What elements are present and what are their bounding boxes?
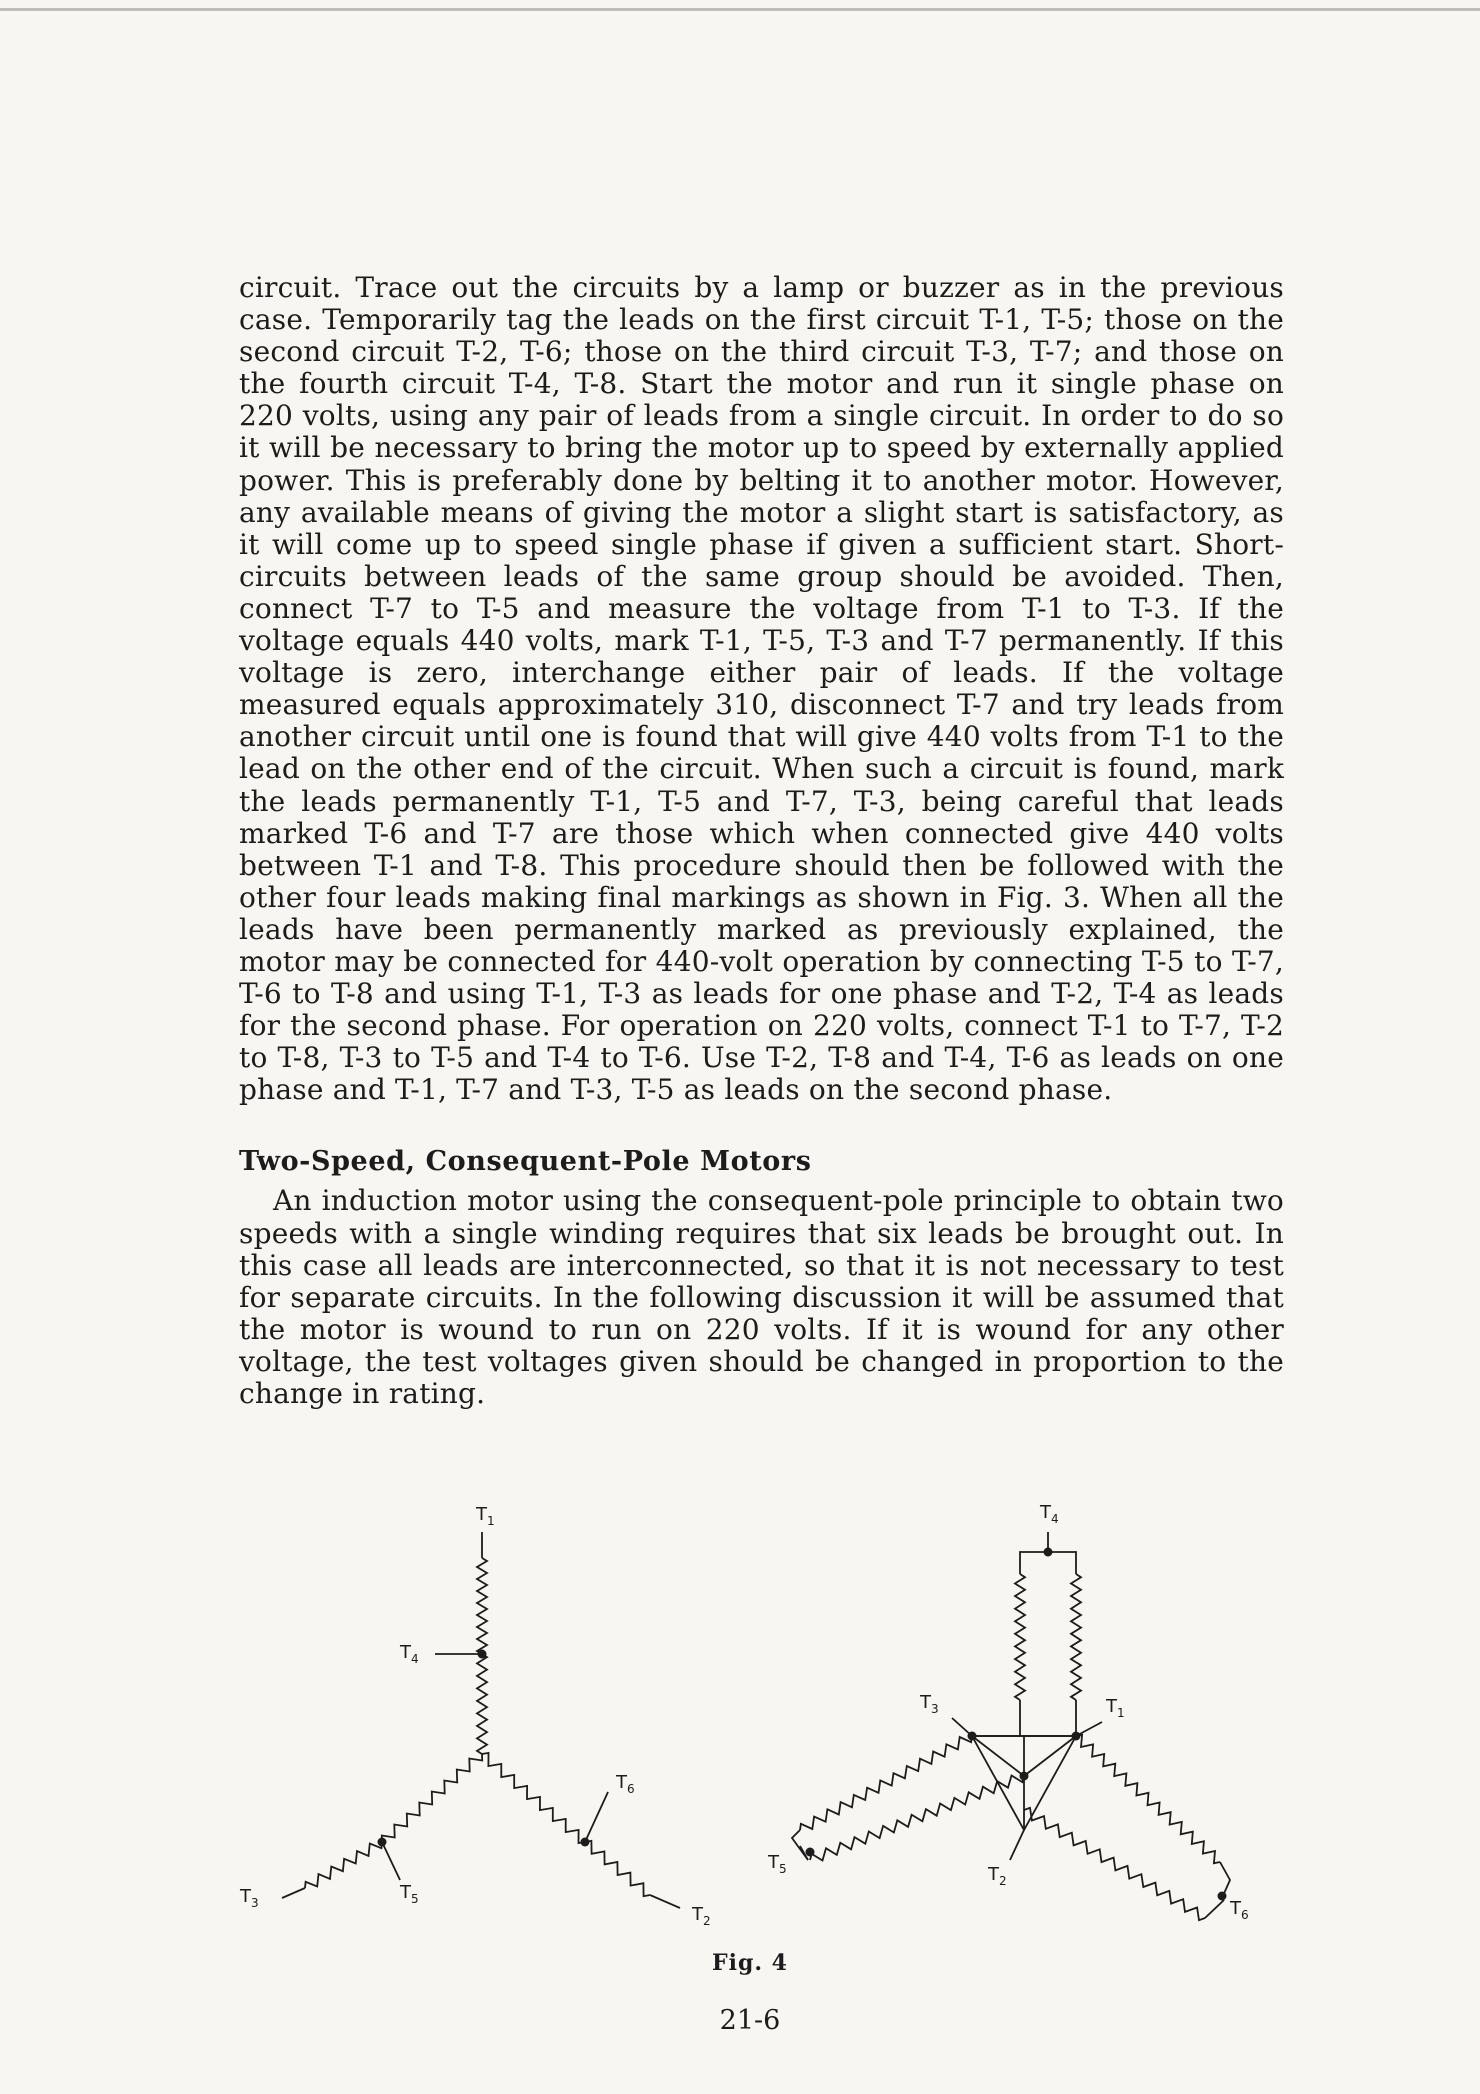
label-t1: $T_1$ [476,1504,495,1528]
lead-line-t3 [282,1888,305,1898]
right-lead-labels [767,1502,1249,1922]
junction-t1-right [1072,1732,1081,1741]
label-t2: $T_2$ [692,1904,711,1928]
lead-line-t5 [382,1842,400,1880]
label-t6-right: $T_6$ [1230,1898,1249,1922]
label-t2-right: $T_2$ [988,1864,1007,1888]
junction-t6-right [1218,1892,1227,1901]
label-t5: $T_5$ [400,1882,419,1906]
coil-left-lower [810,1776,1024,1861]
coil-right-2 [585,1841,650,1896]
label-t4: $T_4$ [400,1642,419,1666]
wiring-diagrams [220,1490,1300,1930]
body-text [239,272,1284,1410]
lead-line-t6-right [1205,1900,1224,1918]
paragraph-1: circuit. Trace out the circuits by a lamp or buzzer as in the previous case. Temporarily tag the leads on the first circuit T-1, T-5; those on the second circuit T-2, T-6; those on the third circuit T-3, T-7; and those on the fourth circuit T-4, T-8. Start the motor and run it single phase on 220 volts, using any pair of leads from a single circuit. In order to do so it will be necessary to bring the motor up to speed by externally applied power. This is preferably done by belting it to another motor. However, any available means of giving the motor a slight start is satisfactory, as it will come up to speed single phase if given a sufficient start. Short-circuits between leads of the same group should be avoided. Then, connect T-7 to T-5 and measure the voltage from T-1 to T-3. If the voltage equals 440 volts, mark T-1, T-5, T-3 and T-7 permanently. If this voltage is zero, interchange either pair of leads. If the voltage measured equals approximately 310, disconnect T-7 and try leads from another circuit until one is found that will give 440 volts from T-1 to the lead on the other end of the circuit. When such a circuit is found, mark the leads permanently T-1, T-5 and T-7, T-3, being careful that leads marked T-6 and T-7 are those which when connected give 440 volts between T-1 and T-8. This procedure should then be followed with the other four leads making final markings as shown in Fig. 3. When all the leads have been permanently marked as previously explained, the motor may be connected for 440-volt operation by connecting T-5 to T-7, T-6 to T-8 and using T-1, T-3 as leads for one phase and T-2, T-4 as leads for the second phase. For operation on 220 volts, connect T-1 to T-7, T-2 to T-8, T-3 to T-5 and T-4 to T-6. Use T-2, T-8 and T-4, T-6 as leads on one phase and T-1, T-7 and T-3, T-5 as leads on the second phase. [239,271,1284,1107]
lead-line-t2 [650,1895,680,1908]
label-t3-right: $T_3$ [920,1692,939,1716]
label-t5-right: $T_5$ [768,1852,787,1876]
coil-right-1 [482,1753,585,1843]
figure-4 [220,1490,1300,1930]
coil-vertical-right [1071,1574,1081,1700]
coil-left-2 [305,1842,382,1888]
wire-t3-center [972,1736,1024,1776]
coil-right-upper [1076,1735,1220,1864]
wire-t1-center [1024,1736,1076,1776]
label-t1-right: $T_1$ [1106,1696,1125,1720]
junction-t4 [478,1650,487,1659]
coil-left-upper [800,1736,972,1830]
label-t4-right: $T_4$ [1040,1502,1059,1526]
junction-t6 [581,1838,590,1847]
junction-t3-right [968,1732,977,1741]
lead-line-t2-right [1010,1830,1024,1860]
left-lead-labels [239,1504,711,1928]
coil-left-1 [382,1754,482,1842]
section-heading: Two-Speed, Consequent-Pole Motors [239,1146,812,1178]
right-delta-diagram [792,1532,1230,1920]
coil-vertical-left [1015,1574,1025,1700]
top-edge-rule [0,8,1480,11]
coil-upper-2 [477,1654,487,1754]
figure-caption: Fig. 4 [712,1950,788,1976]
junction-center [1020,1772,1029,1781]
paragraph-2: An induction motor using the consequent-pole principle to obtain two speeds with a single winding requires that six leads be brought out. In this case all leads are interconnected, so that it is not necessary to test for separate circuits. In the following discussion it will be assumed that the motor is wound to run on 220 volts. If it is wound for any other voltage, the test voltages given should be changed in proportion to the change in rating. [239,1184,1284,1410]
left-wye-diagram [282,1532,680,1908]
lead-line-t6 [585,1792,608,1842]
label-t3: $T_3$ [240,1886,259,1910]
coil-upper-1 [477,1558,487,1654]
page-number: 21-6 [719,2005,781,2036]
junction-t5 [378,1838,387,1847]
junction-t5-right [806,1848,815,1857]
junction-t4-right [1044,1548,1053,1557]
left-loop-end [792,1830,808,1860]
label-t6: $T_6$ [616,1772,635,1796]
coil-right-lower [1024,1808,1205,1920]
